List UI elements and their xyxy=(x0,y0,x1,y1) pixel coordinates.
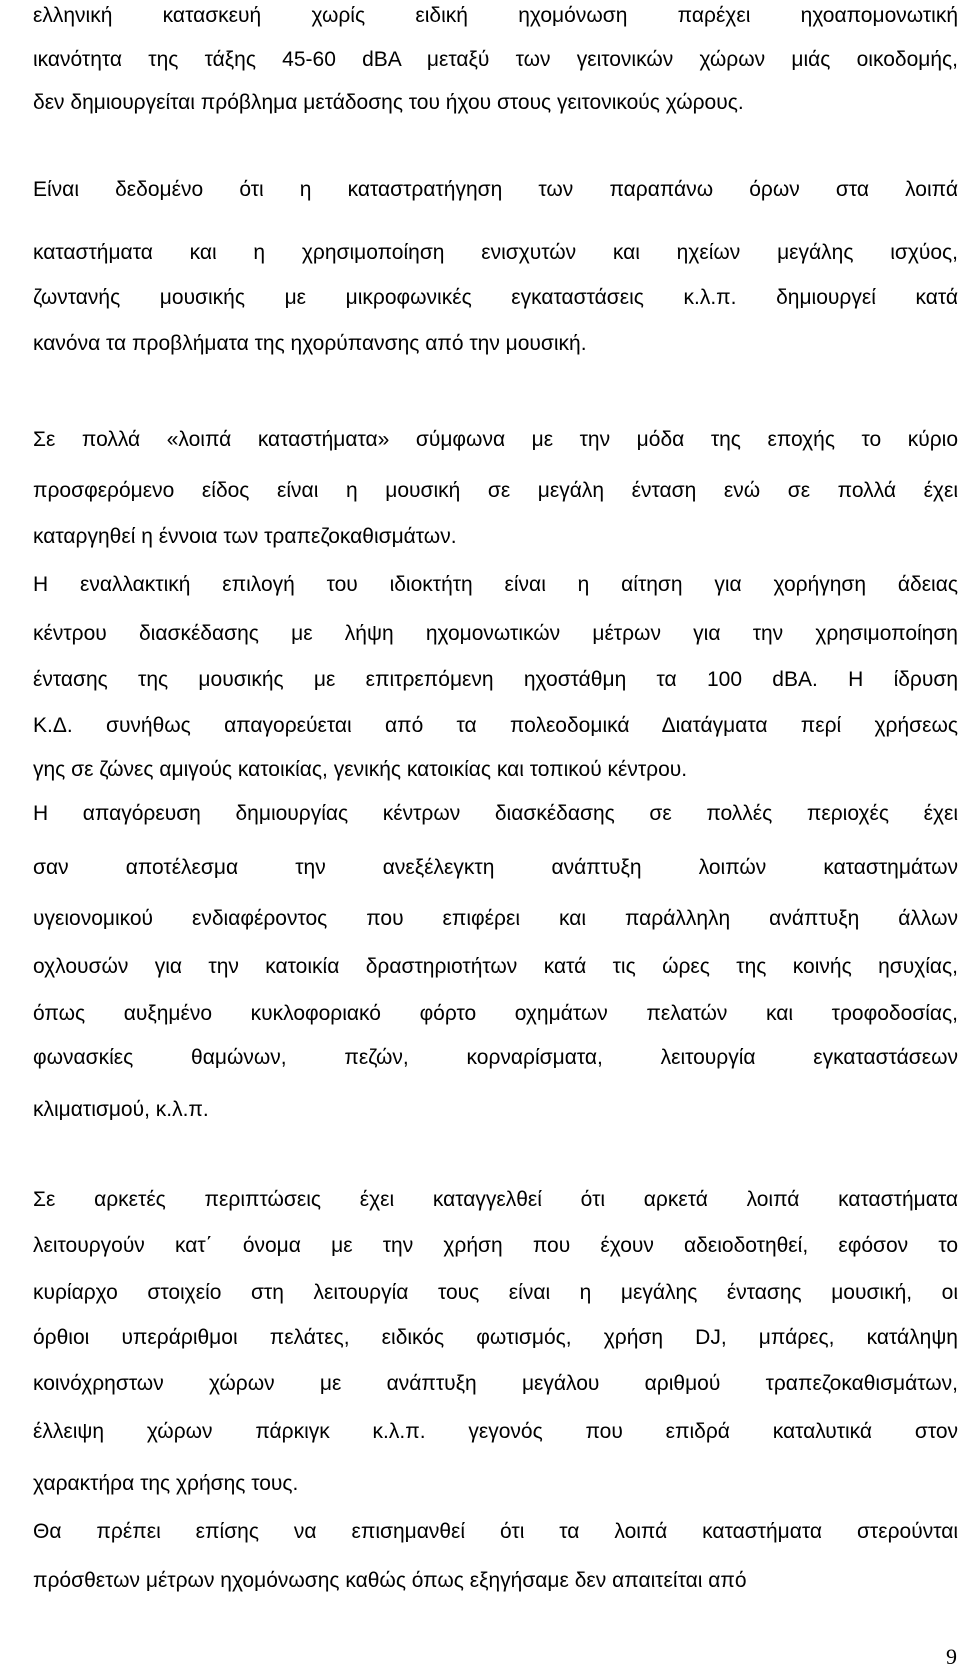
text-line: λειτουργούν κατ΄ όνομα με την χρήση που έχουν αδειοδοτηθεί, εφόσον το xyxy=(33,1234,958,1257)
text-line: καταστήματα και η χρησιμοποίηση ενισχυτών και ηχείων μεγάλης ισχύος, xyxy=(33,241,958,264)
text-line: δεν δημιουργείται πρόβλημα μετάδοσης του ήχου στους γειτονικούς χώρους. xyxy=(33,91,744,114)
text-line: ζωντανής μουσικής με μικροφωνικές εγκαταστάσεις κ.λ.π. δημιουργεί κατά xyxy=(33,286,958,309)
text-line: κυρίαρχο στοιχείο στη λειτουργία τους είναι η μεγάλης έντασης μουσική, οι xyxy=(33,1281,958,1304)
text-line: κοινόχρηστων χώρων με ανάπτυξη μεγάλου αριθμού τραπεζοκαθισμάτων, xyxy=(33,1372,958,1395)
text-line: Είναι δεδομένο ότι η καταστρατήγηση των παραπάνω όρων στα λοιπά xyxy=(33,178,958,201)
text-line: Θα πρέπει επίσης να επισημανθεί ότι τα λοιπά καταστήματα στερούνται xyxy=(33,1520,958,1543)
text-line: φωνασκίες θαμώνων, πεζών, κορναρίσματα, λειτουργία εγκαταστάσεων xyxy=(33,1046,958,1069)
text-line: έντασης της μουσικής με επιτρεπόμενη ηχοστάθμη τα 100 dBA. Η ίδρυση xyxy=(33,668,958,691)
text-line: Σε αρκετές περιπτώσεις έχει καταγγελθεί ότι αρκετά λοιπά καταστήματα xyxy=(33,1188,958,1211)
text-line: προσφερόμενο είδος είναι η μουσική σε μεγάλη ένταση ενώ σε πολλά έχει xyxy=(33,479,958,502)
text-line: όρθιοι υπεράριθμοι πελάτες, ειδικός φωτισμός, χρήση DJ, μπάρες, κατάληψη xyxy=(33,1326,958,1349)
text-line: κανόνα τα προβλήματα της ηχορύπανσης από την μουσική. xyxy=(33,332,587,355)
text-line: όπως αυξημένο κυκλοφοριακό φόρτο οχημάτων πελατών και τροφοδοσίας, xyxy=(33,1002,958,1025)
text-line: ικανότητα της τάξης 45-60 dBA μεταξύ των γειτονικών χώρων μιάς οικοδομής, xyxy=(33,48,958,71)
text-line: κλιματισμού, κ.λ.π. xyxy=(33,1098,209,1121)
text-line: οχλουσών για την κατοικία δραστηριοτήτων κατά τις ώρες της κοινής ησυχίας, xyxy=(33,955,958,978)
text-line: Κ.Δ. συνήθως απαγορεύεται από τα πολεοδομικά Διατάγματα περί χρήσεως xyxy=(33,714,958,737)
text-line: χαρακτήρα της χρήσης τους. xyxy=(33,1472,299,1495)
page-number: 9 xyxy=(946,1644,957,1669)
text-line: κέντρου διασκέδασης με λήψη ηχομονωτικών μέτρων για την χρησιμοποίηση xyxy=(33,622,958,645)
text-line: υγειονομικού ενδιαφέροντος που επιφέρει και παράλληλη ανάπτυξη άλλων xyxy=(33,907,958,930)
text-line: γης σε ζώνες αμιγούς κατοικίας, γενικής κατοικίας και τοπικού κέντρου. xyxy=(33,758,688,781)
text-line: σαν αποτέλεσμα την ανεξέλεγκτη ανάπτυξη λοιπών καταστημάτων xyxy=(33,856,958,879)
text-line: καταργηθεί η έννοια των τραπεζοκαθισμάτων. xyxy=(33,525,457,548)
text-line: ελληνική κατασκευή χωρίς ειδική ηχομόνωση παρέχει ηχοαπομονωτική xyxy=(33,4,958,27)
text-line: πρόσθετων μέτρων ηχομόνωσης καθώς όπως εξηγήσαμε δεν απαιτείται από xyxy=(33,1569,747,1592)
text-line: έλλειψη χώρων πάρκιγκ κ.λ.π. γεγονός που επιδρά καταλυτικά στον xyxy=(33,1420,958,1443)
text-line: Η απαγόρευση δημιουργίας κέντρων διασκέδασης σε πολλές περιοχές έχει xyxy=(33,802,958,825)
text-line: Σε πολλά «λοιπά καταστήματα» σύμφωνα με την μόδα της εποχής το κύριο xyxy=(33,428,958,451)
text-line: Η εναλλακτική επιλογή του ιδιοκτήτη είναι η αίτηση για χορήγηση άδειας xyxy=(33,573,958,596)
